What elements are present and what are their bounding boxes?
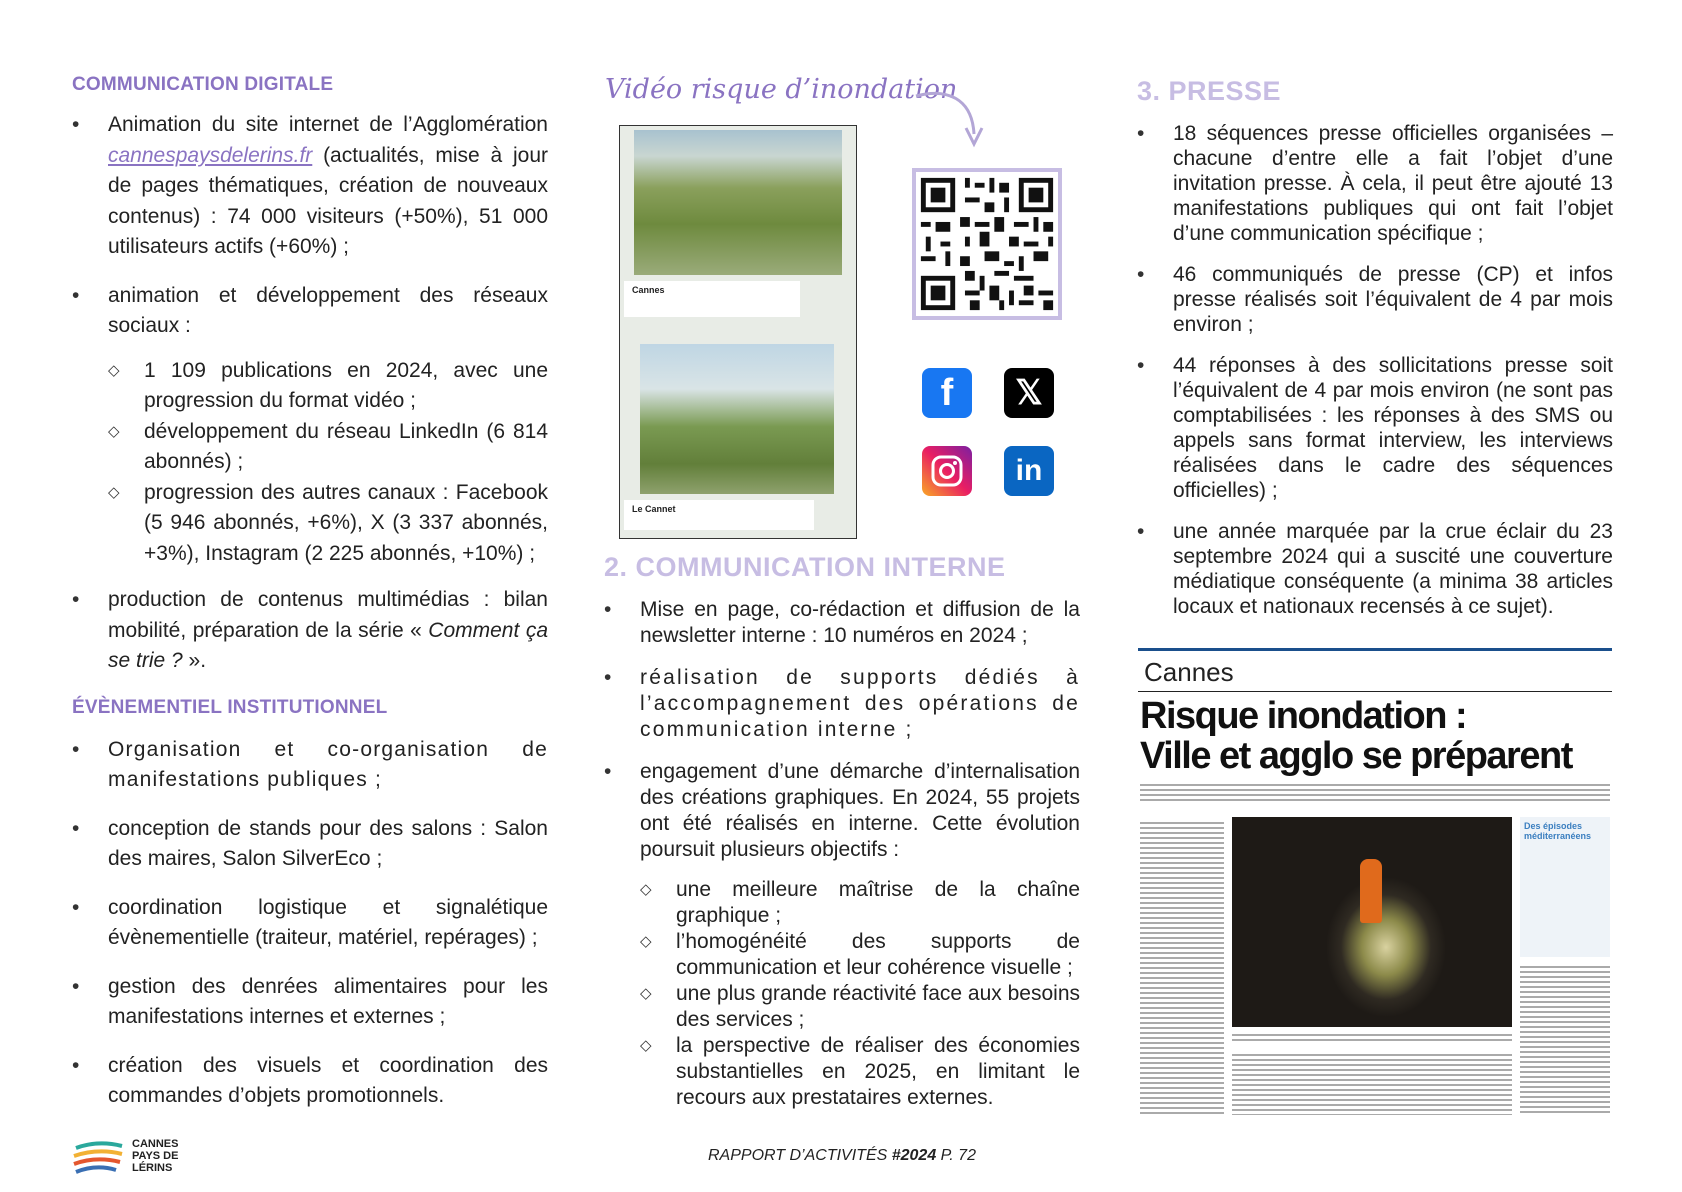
list-item: • 44 réponses à des sollicitations presse soit l’équivalent de 4 par mois environ (ne sont pas comptabilisées : les réponses à des SMS ou appels sans format interview, les interviews réalisées dans le cadre des séquences officielles) ; bbox=[1137, 353, 1613, 503]
sub-list-item: ◇ la perspective de réaliser des économies substantielles en 2025, en limitant le recours aux prestataires externes. bbox=[640, 1033, 1080, 1111]
clip-caption bbox=[1232, 1031, 1512, 1043]
list-item: • production de contenus multimédias : bilan mobilité, préparation de la série « Comment ça se trie ? ». bbox=[72, 585, 548, 677]
list-item: • engagement d’une démarche d’internalisation des créations graphiques. En 2024, 55 projets ont été réalisés en interne. Cette évolution poursuit plusieurs objectifs : bbox=[604, 759, 1080, 863]
clip-text-col-1 bbox=[1140, 819, 1224, 1115]
list-item: • création des visuels et coordination des commandes d’objets promotionnels. bbox=[72, 1051, 548, 1112]
social-sublist bbox=[108, 356, 548, 570]
event-list bbox=[72, 735, 548, 1112]
digital-list bbox=[72, 110, 548, 342]
middle-column bbox=[604, 552, 1080, 1111]
sub-list-item: ◇ progression des autres canaux : Facebook (5 946 abonnés, +6%), X (3 337 abonnés, +3%), Instagram (2 225 abonnés, +10%) ; bbox=[108, 478, 548, 570]
interne-sublist bbox=[640, 877, 1080, 1111]
instagram-glyph-icon bbox=[930, 454, 964, 488]
site-link[interactable]: cannespaysdelerins.fr bbox=[108, 143, 313, 167]
clip-text-col-2 bbox=[1520, 963, 1610, 1115]
video-thumbnail[interactable] bbox=[619, 125, 857, 539]
photo-cannes bbox=[634, 130, 842, 275]
heading-communication-interne: 2. COMMUNICATION INTERNE bbox=[604, 552, 1006, 582]
sub-list-item: ◇ 1 109 publications en 2024, avec une progression du format vidéo ; bbox=[108, 356, 548, 417]
list-item: • gestion des denrées alimentaires pour les manifestations internes et externes ; bbox=[72, 972, 548, 1033]
list-item: • une année marquée par la crue éclair du 23 septembre 2024 qui a suscité une couverture médiatique conséquente (a minima 38 articles locaux et nationaux recensés à ce sujet). bbox=[1137, 519, 1613, 619]
clip-rule bbox=[1138, 691, 1612, 692]
clip-city: Cannes bbox=[1144, 657, 1234, 687]
qr-code[interactable] bbox=[912, 168, 1062, 320]
video-title: Vidéo risque d’inondation bbox=[605, 74, 958, 105]
logo-waves-icon bbox=[72, 1138, 124, 1178]
logo: CANNES PAYS DE LÉRINS bbox=[72, 1138, 192, 1180]
clip-sidebar: Des épisodes méditerranéens bbox=[1520, 817, 1610, 957]
curved-arrow-icon bbox=[912, 88, 992, 152]
sub-list-item: ◇ une plus grande réactivité face aux besoins des services ; bbox=[640, 981, 1080, 1033]
label-le-cannet-card: Le Cannet bbox=[624, 500, 814, 530]
list-item: • animation et développement des réseaux sociaux : bbox=[72, 281, 548, 342]
clip-headline-2: Ville et agglo se préparent bbox=[1140, 735, 1572, 777]
presse-list bbox=[1137, 121, 1613, 619]
list-item: • coordination logistique et signalétique évènementielle (traiteur, matériel, repérages) ; bbox=[72, 893, 548, 954]
heading-presse: 3. PRESSE bbox=[1137, 76, 1282, 106]
heading-evenementiel: ÉVÈNEMENTIEL INSTITUTIONNEL bbox=[72, 696, 388, 718]
instagram-icon[interactable] bbox=[922, 446, 972, 496]
facebook-icon[interactable]: f bbox=[922, 368, 972, 418]
sub-list-item: ◇ développement du réseau LinkedIn (6 814 abonnés) ; bbox=[108, 417, 548, 478]
list-item: • 18 séquences presse officielles organisées – chacune d’entre elle a fait l’objet d’une invitation presse. À cela, il peut être ajouté 13 manifestations publiques qui ont fait l’objet d’une communication spécifique ; bbox=[1137, 121, 1613, 246]
list-item: • réalisation de supports dédiés à l’accompagnement des opérations de communication interne ; bbox=[604, 665, 1080, 743]
clip-text-col-3 bbox=[1232, 1051, 1512, 1115]
left-column bbox=[72, 74, 548, 1112]
list-item: • Organisation et co-organisation de manifestations publiques ; bbox=[72, 735, 548, 796]
list-item: • conception de stands pour des salons : Salon des maires, Salon SilverEco ; bbox=[72, 814, 548, 875]
interne-list bbox=[604, 597, 1080, 863]
photo-le-cannet bbox=[640, 344, 834, 494]
linkedin-icon[interactable]: in bbox=[1004, 446, 1054, 496]
heading-communication-digitale: COMMUNICATION DIGITALE bbox=[72, 74, 334, 95]
clip-lede bbox=[1140, 781, 1610, 801]
list-item: • Mise en page, co-rédaction et diffusion de la newsletter interne : 10 numéros en 2024 ; bbox=[604, 597, 1080, 649]
digital-list-2 bbox=[72, 585, 548, 677]
qr-code-icon bbox=[916, 172, 1058, 316]
list-item: • Animation du site internet de l’Agglomération cannespaysdelerins.fr (actualités, mise à jour de pages thématiques, création de nouveaux contenus) : 74 000 visiteurs (+50%), 51 000 utilisateurs actifs (+60%) ; bbox=[72, 110, 548, 263]
press-clipping bbox=[1138, 648, 1612, 1117]
label-cannes-card: Cannes bbox=[624, 281, 800, 317]
x-icon[interactable]: 𝕏 bbox=[1004, 368, 1054, 418]
sub-list-item: ◇ une meilleure maîtrise de la chaîne graphique ; bbox=[640, 877, 1080, 929]
worker-figure bbox=[1360, 859, 1382, 923]
clip-headline-1: Risque inondation : bbox=[1140, 695, 1467, 737]
page-footer: RAPPORT D’ACTIVITÉS #2024 P. 72 bbox=[708, 1147, 976, 1164]
right-column bbox=[1137, 76, 1613, 619]
sub-list-item: ◇ l’homogénéité des supports de communication et leur cohérence visuelle ; bbox=[640, 929, 1080, 981]
list-item: • 46 communiqués de presse (CP) et infos presse réalisés soit l’équivalent de 4 par mois environ ; bbox=[1137, 262, 1613, 337]
